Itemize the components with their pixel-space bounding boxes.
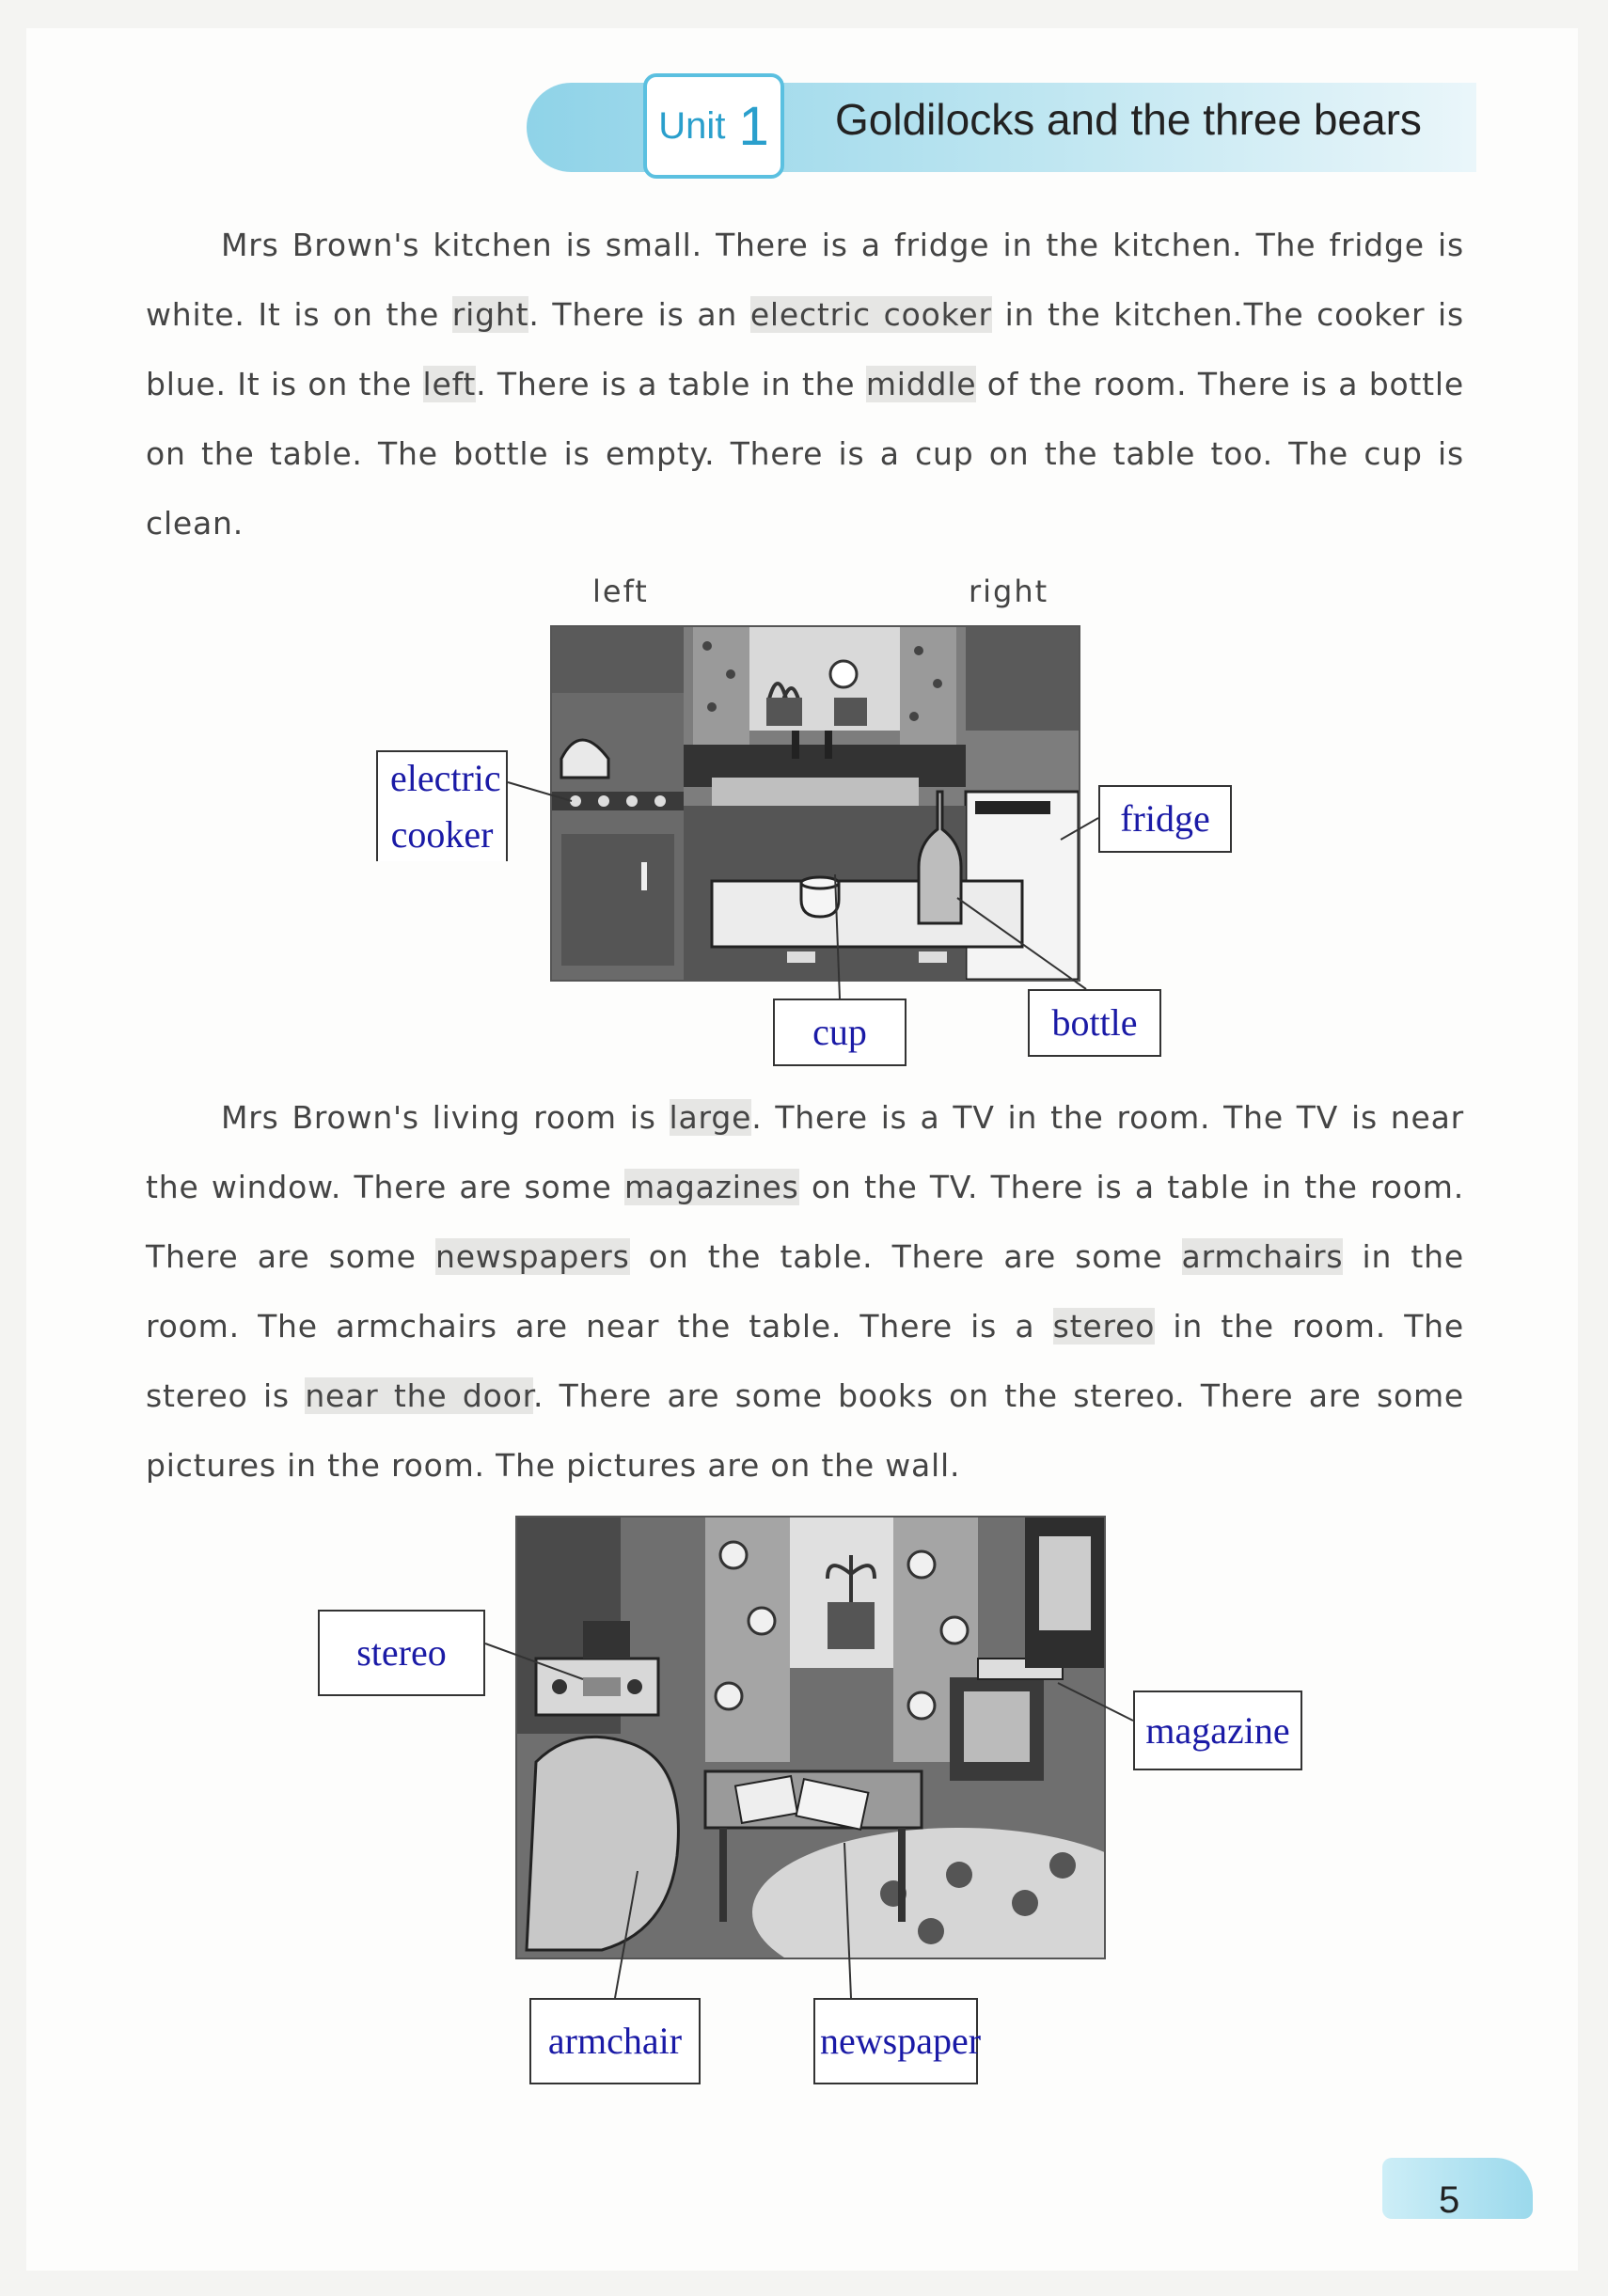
living-room-text-run: on the TV. There is a table in the room. There are some — [146, 1169, 1464, 1275]
direction-left-label: left — [592, 574, 649, 609]
label-armchair: armchair — [529, 1998, 701, 2084]
kitchen-highlight-word: electric cooker — [749, 296, 992, 333]
unit-number: 1 — [738, 95, 769, 157]
label-cup: cup — [773, 999, 906, 1066]
kitchen-text-run: of the room. There is a bottle on the table. The bottle is empty. There is a cup on the table too. The cup is clean. — [146, 366, 1464, 542]
direction-right-label: right — [969, 574, 1049, 609]
living-room-text-run: Mrs Brown's living room is — [221, 1099, 670, 1136]
kitchen-highlight-word: left — [422, 366, 477, 402]
living-room-highlight-word: stereo — [1052, 1308, 1156, 1345]
label-magazine: magazine — [1133, 1691, 1302, 1770]
kitchen-text-run: in the kitchen.The cooker is blue. It is on the — [146, 296, 1465, 402]
living-room-text-run: . There are some books on the stereo. There are some pictures in the room. The pictures are on the wall. — [146, 1377, 1464, 1484]
label-newspaper: newspaper — [813, 1998, 978, 2084]
label-electric-cooker-text: electric cooker — [390, 757, 501, 856]
kitchen-text-run: . There is an — [528, 296, 750, 333]
label-bottle: bottle — [1028, 989, 1161, 1057]
living-room-highlight-word: near the door — [305, 1377, 533, 1414]
unit-title: Goldilocks and the three bears — [835, 95, 1422, 144]
living-room-text-run: . There is a TV in the room. The TV is near the window. There are some — [146, 1099, 1464, 1205]
living-room-highlight-word: newspapers — [434, 1238, 630, 1275]
kitchen-highlight-word: middle — [865, 366, 977, 402]
living-room-highlight-word: magazines — [623, 1169, 799, 1205]
living-room-text-run: in the room. The stereo is — [146, 1308, 1464, 1414]
kitchen-text-run: . There is a table in the — [476, 366, 866, 402]
kitchen-text-run: Mrs Brown's kitchen is small. There is a fridge in the kitchen. The fridge is white. It is on the — [146, 227, 1464, 333]
living-room-text-run: on the table. There are some — [629, 1238, 1182, 1275]
living-room-text-run: in the room. The armchairs are near the table. There is a — [146, 1238, 1464, 1345]
living-room-highlight-word: large — [669, 1099, 752, 1136]
page-number: 5 — [1439, 2179, 1460, 2221]
unit-label: Unit — [658, 104, 726, 147]
living-room-highlight-word: armchairs — [1181, 1238, 1344, 1275]
label-fridge: fridge — [1098, 785, 1232, 853]
kitchen-highlight-word: right — [451, 296, 529, 333]
label-stereo: stereo — [318, 1610, 485, 1696]
